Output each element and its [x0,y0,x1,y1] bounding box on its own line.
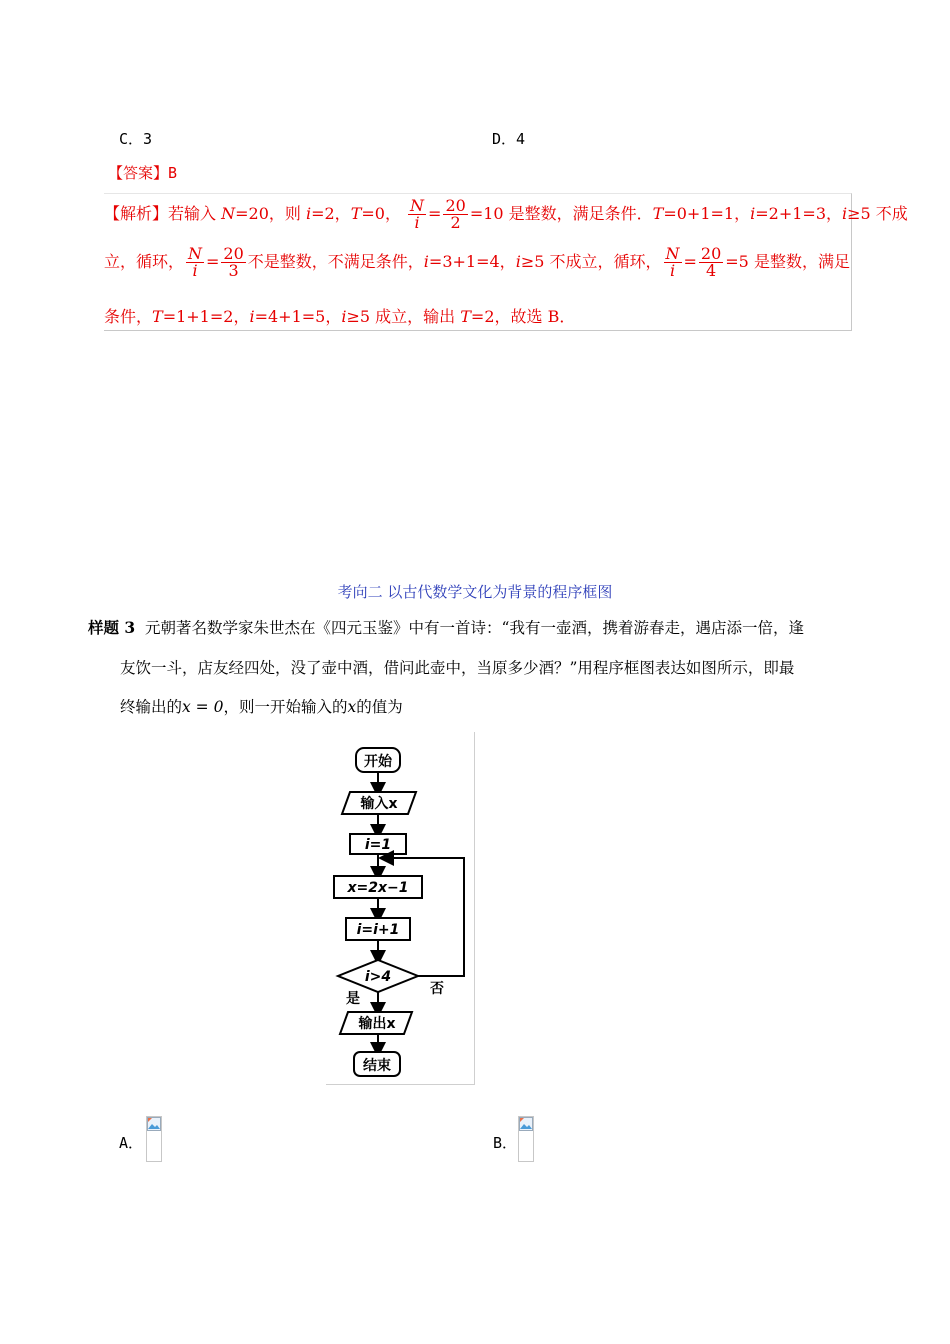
update-x-label: x=2x−1 [347,880,409,896]
condition-label: i>4 [364,969,392,985]
fraction-numerator: 20 [445,196,466,215]
yes-label: 是 [346,991,360,1007]
math-expression: x = 0 [182,698,224,716]
fraction-denominator: i [192,261,198,280]
fraction-numerator: N [188,244,203,263]
fraction-n-over-i [408,198,426,231]
answer-line [108,162,177,183]
output-label: 输出x [358,1016,396,1032]
no-label: 否 [430,981,444,997]
image-placeholder-icon [147,1117,161,1131]
problem-text: 的值为 [356,698,403,716]
broken-image-icon [518,1116,534,1162]
fraction-20-over-2 [443,198,467,231]
math-variable: x [347,698,357,716]
fraction-numerator: N [410,196,425,215]
analysis-text: =20，则 [235,204,306,223]
var-t: T [152,307,163,326]
analysis-text: ≥5 不成 [847,204,908,223]
init-label: i=1 [364,837,392,853]
analysis-text: =10 是整数，满足条件． [469,204,653,223]
var-t: T [460,307,471,326]
equals-sign: = [683,252,697,271]
fraction-denominator: 2 [450,213,461,232]
var-i: i [249,307,255,326]
analysis-text: =2+1=3， [755,204,842,223]
fraction-denominator: i [414,213,420,232]
answer-tag: 【答案】 [108,164,169,182]
fraction-denominator: 3 [228,261,239,280]
var-t: T [350,204,362,223]
fraction-denominator: i [669,261,676,280]
analysis-text: =0+1=1， [663,204,751,223]
var-i: i [341,307,347,326]
problem-line-3 [120,697,403,717]
equals-sign: = [428,204,442,223]
var-n: N [221,204,236,223]
var-i: i [842,204,848,223]
equals-sign: = [206,252,220,271]
answer-value: B [168,164,178,182]
end-label: 结束 [363,1058,391,1074]
var-i: i [515,252,521,271]
flowchart-figure [326,732,475,1085]
problem-line-1 [88,618,804,638]
fraction-denominator: 4 [705,261,717,280]
problem-text: 元朝著名数学家朱世杰在《四元玉鉴》中有一首诗：“我有一壶酒，携着游春走，遇店添一倍，逢 [145,619,804,637]
analysis-text: =2，故选 B． [470,307,576,326]
var-i: i [423,252,429,271]
image-placeholder-icon [519,1117,533,1131]
analysis-text: =4+1=5， [254,307,342,326]
problem-label: 样题 3 [88,618,136,637]
analysis-box [104,193,908,331]
option-a: A． [119,1134,144,1152]
analysis-text: ≥5 成立，输出 [346,307,461,326]
analysis-line-1 [104,198,908,231]
var-t: T [652,204,664,223]
fraction-n-over-i [186,246,204,279]
broken-image-icon [146,1116,162,1162]
fraction-numerator: 20 [223,244,244,263]
update-i-label: i=i+1 [356,922,400,938]
option-c: C．3 [119,130,153,148]
problem-text: ，则一开始输入的 [223,698,348,716]
analysis-line-3 [104,304,575,327]
problem-text: 终输出的 [120,698,183,716]
analysis-text: =2， [311,204,351,223]
problem-line-2: 友饮一斗，店友经四处，没了壶中酒，借问此壶中，当原多少酒？”用程序框图表达如图所示，即最 [120,659,795,677]
input-label: 输入x [360,796,398,812]
option-d: D．4 [492,130,526,148]
analysis-text: =1+1=2， [162,307,250,326]
analysis-text: 立，循环， [104,252,185,271]
analysis-text: =5 是整数，满足 [725,252,850,271]
var-i: i [305,204,312,223]
var-i: i [750,204,756,223]
analysis-text: ≥5 不成立，循环， [520,252,662,271]
fraction-numerator: N [665,244,680,263]
analysis-text: 条件， [104,307,153,326]
section-title: 考向二 以古代数学文化为背景的程序框图 [337,583,613,601]
analysis-text: 不是整数，不满足条件， [247,252,424,271]
fraction-numerator: 20 [700,244,722,263]
analysis-tag: 【解析】 [104,204,169,223]
analysis-text: 若输入 [168,204,222,223]
option-b: B． [493,1134,518,1152]
start-label: 开始 [364,754,392,770]
analysis-line-2 [104,246,850,279]
fraction-20-over-4 [699,246,723,279]
analysis-text: =3+1=4， [428,252,516,271]
flowchart-svg [326,732,474,1084]
analysis-text: =0， [361,204,401,223]
fraction-20-over-3 [221,246,245,279]
fraction-n-over-i [664,246,682,279]
